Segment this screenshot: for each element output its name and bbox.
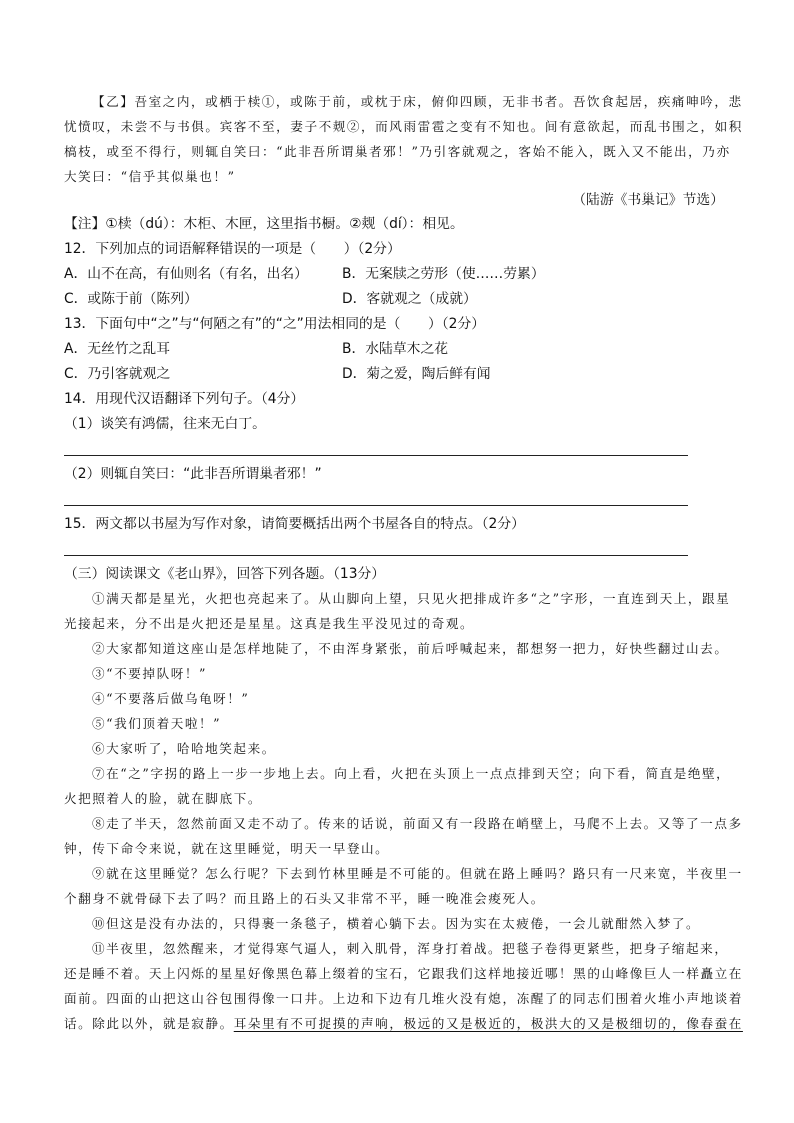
question-14-sentence-2: （2）则辄自笑曰：“此非吾所谓巢者邪！” bbox=[64, 466, 322, 482]
passage-laoshanjie-last-line bbox=[64, 1014, 743, 1034]
passage-laoshanjie-line: ⑨就在这里睡觉？怎么行呢？下去到竹林里睡是不可能的。但就在路上睡吗？路只有一尺来宽，半夜里一 bbox=[92, 866, 743, 881]
underlined-sentence: 耳朵里有不可捉摸的声响，极远的又是极近的，极洪大的又是极细切的，像春蚕在 bbox=[233, 1016, 743, 1031]
answer-line-14-2[interactable] bbox=[64, 505, 688, 506]
plain-text: 话。除此以外，就是寂静。 bbox=[64, 1016, 234, 1031]
passage-laoshanjie-line: ⑦在“之”字拐的路上一步一步地上去。向上看，火把在头顶上一点点排到天空；向下看，简直是绝壁， bbox=[92, 766, 731, 781]
passage-laoshanjie-line: ⑧走了半天，忽然前面又走不动了。传来的话说，前面又有一段路在峭壁上，马爬不上去。又等了一点多 bbox=[92, 816, 743, 831]
question-15-stem: 15．两文都以书屋为写作对象，请简要概括出两个书屋各自的特点。（2分） bbox=[64, 516, 525, 532]
passage-yi-line-4: 大笑曰：“信乎其似巢也！” bbox=[64, 169, 236, 184]
passage-laoshanjie-line: ②大家都知道这座山是怎样地陡了，不由浑身紧张，前后呼喊起来，都想努一把力，好快些翻过山去。 bbox=[92, 641, 729, 656]
section-3-heading: （三）阅读课文《老山界》，回答下列各题。（13分） bbox=[64, 566, 386, 582]
question-13-stem: 13．下面句中“之”与“何陋之有”的“之”用法相同的是（ ）（2分） bbox=[64, 316, 486, 332]
question-14-sentence-1: （1）谈笑有鸿儒，往来无白丁。 bbox=[64, 416, 266, 432]
passage-laoshanjie-line: 钟，传下命令来说，就在这里睡觉，明天一早登山。 bbox=[64, 841, 390, 856]
question-12-option-b: B．无案牍之劳形（使……劳累） bbox=[342, 266, 545, 282]
passage-yi-line-2: 忧愤叹，未尝不与书俱。宾客不至，妻子不觌②，而风雨雷雹之变有不知也。间有意欲起，而乱书围之，如积 bbox=[64, 119, 743, 134]
passage-laoshanjie-line: ③“不要掉队呀！” bbox=[92, 666, 207, 681]
answer-line-15[interactable] bbox=[64, 555, 688, 556]
question-14-stem: 14．用现代汉语翻译下列句子。（4分） bbox=[64, 391, 305, 407]
question-13-option-b: B．水陆草木之花 bbox=[342, 341, 449, 357]
annotation-note: 【注】①椟（dú）：木柜、木匣，这里指书橱。②觌（dí）：相见。 bbox=[64, 216, 464, 232]
answer-line-14-1[interactable] bbox=[64, 455, 688, 456]
passage-yi-line-3: 槁枝，或至不得行，则辄自笑曰：“此非吾所谓巢者邪！”乃引客就观之，客始不能入，既入又不能出，乃亦 bbox=[64, 144, 731, 159]
passage-yi-line-1: 【乙】吾室之内，或栖于椟①，或陈于前，或枕于床，俯仰四顾，无非书者。吾饮食起居，疾痛呻吟，悲 bbox=[92, 94, 743, 109]
question-13-option-d: D．菊之爱，陶后鲜有闻 bbox=[342, 366, 491, 382]
passage-laoshanjie-line: 面前。四面的山把这山谷包围得像一口井。上边和下边有几堆火没有熄，冻醒了的同志们围着火堆小声地谈着 bbox=[64, 991, 743, 1006]
passage-laoshanjie-line: ⑩但这是没有办法的，只得裹一条毯子，横着心躺下去。因为实在太疲倦，一会儿就酣然入梦了。 bbox=[92, 916, 701, 931]
question-12-option-c: C．或陈于前（陈列） bbox=[64, 291, 198, 307]
question-12-option-a: A．山不在高，有仙则名（有名，出名） bbox=[64, 266, 308, 282]
passage-laoshanjie-line: 个翻身不就骨碌下去了吗？而且路上的石头又非常不平，睡一晚准会痠死人。 bbox=[64, 891, 545, 906]
passage-laoshanjie-line: 光接起来，分不出是火把还是星星。这真是我生平没见过的奇观。 bbox=[64, 616, 475, 631]
passage-source: （陆游《书巢记》节选） bbox=[572, 192, 724, 208]
passage-laoshanjie-line: 火把照着人的脸，就在脚底下。 bbox=[64, 791, 263, 806]
passage-laoshanjie-line: ⑪半夜里，忽然醒来，才觉得寒气逼人，刺入肌骨，浑身打着战。把毯子卷得更紧些，把身子缩起来， bbox=[92, 941, 729, 956]
passage-laoshanjie-line: ④“不要落后做乌龟呀！” bbox=[92, 691, 250, 706]
question-12-stem: 12．下列加点的词语解释错误的一项是（ ）（2分） bbox=[64, 241, 401, 257]
question-13-option-c: C．乃引客就观之 bbox=[64, 366, 171, 382]
question-13-option-a: A．无丝竹之乱耳 bbox=[64, 341, 171, 357]
passage-laoshanjie-line: ⑥大家听了，哈哈地笑起来。 bbox=[92, 741, 276, 756]
passage-laoshanjie-line: ⑤“我们顶着天啦！” bbox=[92, 716, 222, 731]
question-12-option-d: D．客就观之（成就） bbox=[342, 291, 477, 307]
passage-laoshanjie-line: ①满天都是星光，火把也亮起来了。从山脚向上望，只见火把排成许多“之”字形，一直连到天上，跟星 bbox=[92, 591, 731, 606]
passage-laoshanjie-line: 还是睡不着。天上闪烁的星星好像黑色幕上缀着的宝石，它跟我们这样地接近哪！黑的山峰像巨人一样矗立在 bbox=[64, 966, 743, 981]
